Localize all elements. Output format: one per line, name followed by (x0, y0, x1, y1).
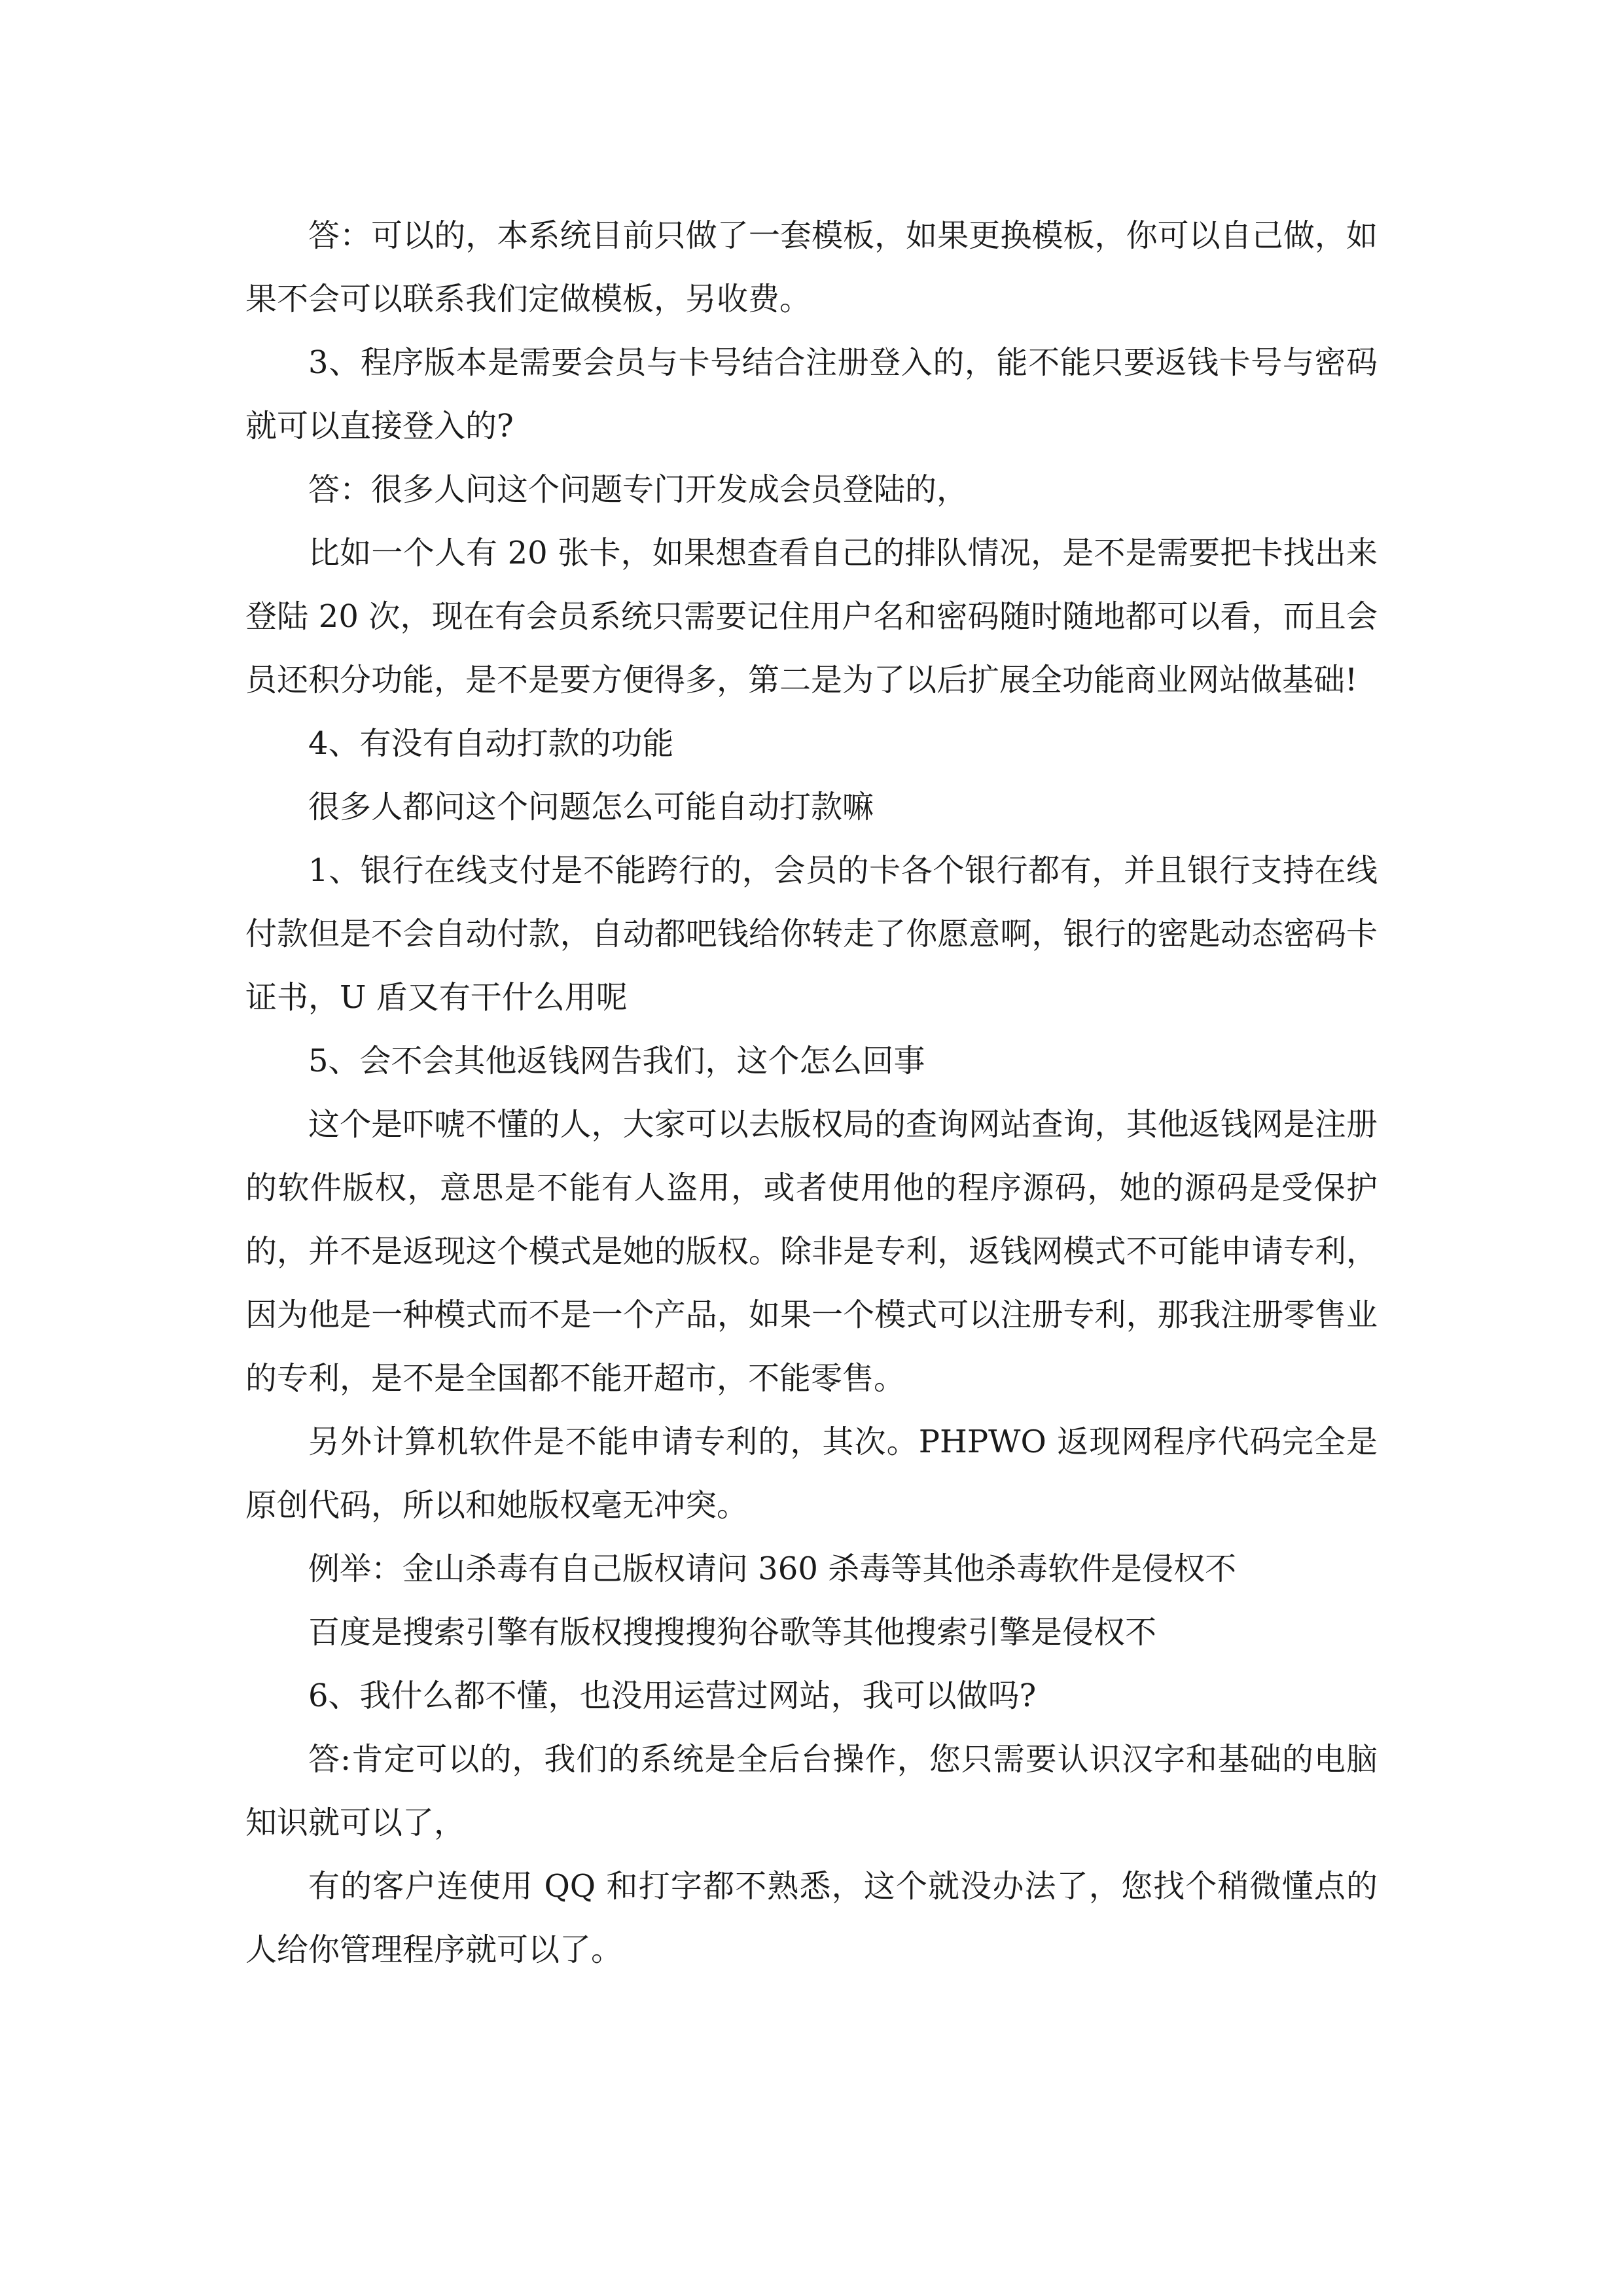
paragraph: 很多人都问这个问题怎么可能自动打款嘛 (308, 789, 874, 825)
paragraph: 5、会不会其他返钱网告我们，这个怎么回事 (308, 1043, 925, 1079)
paragraph: 答：很多人问这个问题专门开发成会员登陆的， (308, 471, 969, 508)
paragraph: 例举：金山杀毒有自己版权请问 360 杀毒等其他杀毒软件是侵权不 (308, 1551, 1237, 1587)
paragraph: 4、有没有自动打款的功能 (308, 725, 674, 762)
paragraph: 有的客户连使用 QQ 和打字都不熟悉，这个就没办法了，您找个稍微懂点的人给你管理程序就可以了。 (245, 1868, 1378, 1968)
paragraph: 答：可以的，本系统目前只做了一套模板，如果更换模板，你可以自己做，如果不会可以联系我们定做模板，另收费。 (245, 217, 1378, 317)
paragraph: 百度是搜索引擎有版权搜搜搜狗谷歌等其他搜索引擎是侵权不 (308, 1614, 1157, 1651)
paragraph: 这个是吓唬不懂的人，大家可以去版权局的查询网站查询，其他返钱网是注册的软件版权，意思是不能有人盗用，或者使用他的程序源码，她的源码是受保护的，并不是返现这个模式是她的版权。除非是专利，返钱网模式不可能申请专利，因为他是一种模式而不是一个产品，如果一个模式可以注册专利，那我注册零售业的专利，是不是全国都不能开超市，不能零售。 (245, 1106, 1378, 1397)
paragraph: 比如一个人有 20 张卡，如果想查看自己的排队情况，是不是需要把卡找出来登陆 20 次，现在有会员系统只需要记住用户名和密码随时随地都可以看，而且会员还积分功能，是不是要方便得多，第二是为了以后扩展全功能商业网站做基础! (245, 535, 1378, 698)
paragraph: 另外计算机软件是不能申请专利的，其次。PHPWO 返现网程序代码完全是原创代码，所以和她版权毫无冲突。 (245, 1424, 1378, 1524)
paragraph: 3、程序版本是需要会员与卡号结合注册登入的，能不能只要返钱卡号与密码就可以直接登入的? (245, 344, 1378, 444)
document-body (245, 204, 1378, 1982)
paragraph: 1、银行在线支付是不能跨行的，会员的卡各个银行都有，并且银行支持在线付款但是不会自动付款，自动都吧钱给你转走了你愿意啊，银行的密匙动态密码卡证书，U 盾又有干什么用呢 (245, 852, 1378, 1016)
paragraph: 答:肯定可以的，我们的系统是全后台操作，您只需要认识汉字和基础的电脑知识就可以了， (245, 1741, 1378, 1841)
paragraph: 6、我什么都不懂，也没用运营过网站，我可以做吗? (308, 1677, 1037, 1714)
